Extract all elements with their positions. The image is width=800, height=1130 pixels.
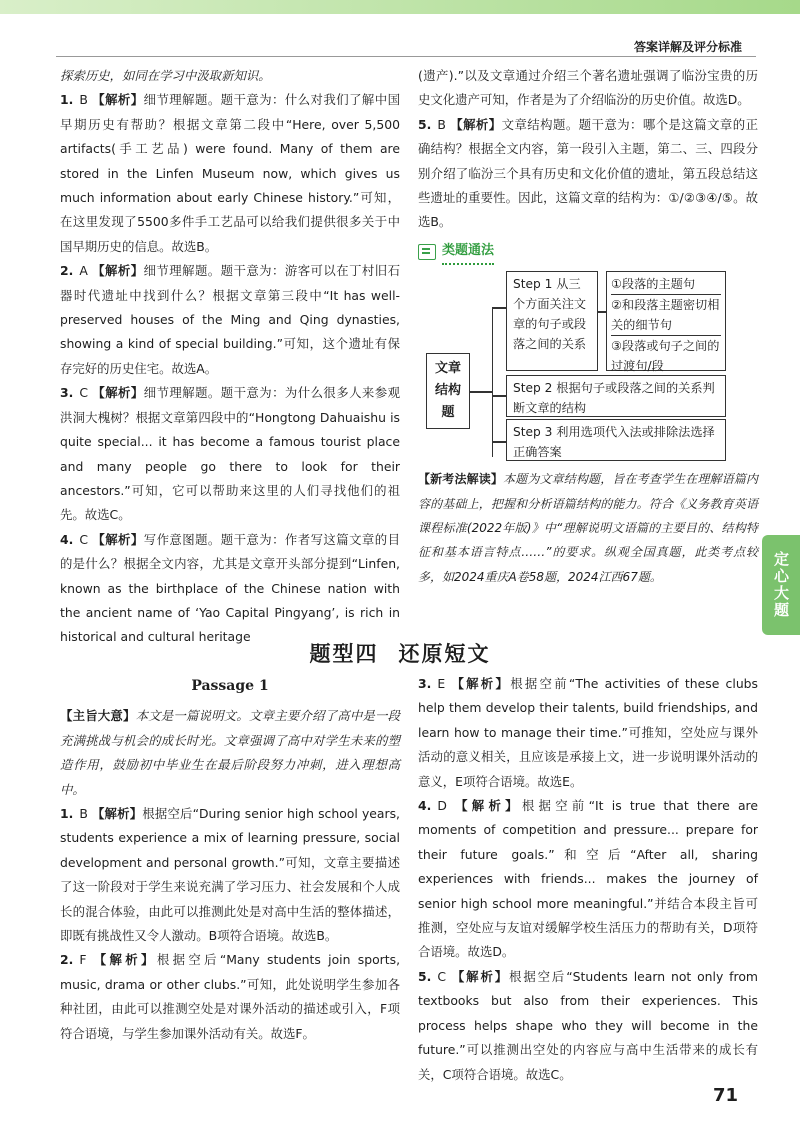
- item-letter: A: [79, 263, 88, 279]
- diagram-step-1-items: [606, 271, 726, 374]
- intro-tail: 探索历史，如同在学习中汲取新知识。: [60, 68, 271, 83]
- item-number: 3.: [60, 385, 74, 401]
- item-text: 细节理解题。题干意为：什么对我们了解中国早期历史有帮助？根据文章第二段中“Here, over 5,500 artifacts(手工艺品) were found. Many of them are stored in the Linfen Museum now, which gives us much information about early Chinese history.”可知，在这里发现了5500多件手工艺品可以给我们提供很多关于中国早期历史的信息。故选B。: [60, 92, 400, 254]
- item-number: 3.: [418, 676, 432, 691]
- diagram-connector: [492, 307, 506, 308]
- analysis-tag: 【解析】: [92, 263, 144, 279]
- answer-item-2: [60, 948, 400, 1046]
- item-text: 根据空后“Many students join sports, music, drama or other clubs.”可知，此处说明学生参加各种社团，由此可以推测空处是对课外活动的描述或引入，F项符合语境，与学生参加课外活动有关。故选F。: [60, 952, 401, 1041]
- analysis-tag: 【解析】: [451, 968, 510, 984]
- lower-left-column: [60, 672, 400, 1046]
- header-rule: [56, 56, 756, 57]
- header-title: 答案详解及评分标准: [633, 40, 742, 54]
- analysis-tag: 【解析】: [450, 116, 502, 132]
- answer-item-1: [60, 88, 400, 259]
- lower-right-column: [418, 672, 758, 1087]
- item-letter: B: [79, 806, 88, 822]
- section-title: [0, 638, 800, 668]
- section-title-b: 还原短文: [398, 642, 491, 666]
- item-letter: E: [437, 676, 446, 691]
- item-text: 根据空后“During senior high school years, students experience a mix of learning pressure, social development and personal growth.”可知，文章主要描述了这一阶段对于学生来说充满了学习压力、社会发展和个人成长的混合体验，由此可以推测此处是对高中生活的整体描述，即既有挑战性又令人激动。B项符合语境。故选B。: [60, 806, 400, 944]
- item-text: 根据空前“The activities of these clubs help them develop their talents, build friendships, and learn how to manage their time.”可推知，空处应与课外活动的意义相关，且应该是承接上文，进一步说明课外活动的意义，E项符合语境。故选E。: [418, 676, 758, 789]
- item-text: 细节理解题。题干意为：游客可以在丁村旧石器时代遗址中找到什么？根据文章第三段中“It has well-preserved houses of the Ming and Qing dynasties, showing a kind of special building.”可知，这个遗址有保存完好的历史住宅。故选A。: [60, 263, 400, 376]
- notebook-icon: [418, 244, 436, 260]
- diagram-item: ②和段落主题密切相关的细节句: [611, 294, 721, 335]
- item-number: 4.: [418, 798, 432, 814]
- analysis-tag: 【解析】: [92, 92, 144, 108]
- analysis-tag: 【解析】: [92, 531, 144, 547]
- item-letter: C: [437, 968, 446, 984]
- upper-right-column: [418, 64, 758, 589]
- item-text: 根据空后“Students learn not only from textbooks but also from their experiences. This process helps shape who they will become in the future.”可以推测出空处的内容应与高中生活带来的成长有关，C项符合语境。故选C。: [418, 968, 758, 1082]
- item-letter: B: [79, 92, 88, 108]
- analysis-tag: 【解析】: [92, 385, 144, 401]
- item-text: 写作意图题。题干意为：作者写这篇文章的目的是什么？根据全文内容，尤其是文章开头部分提到“Linfen, known as the birthplace of the Chinese nation with the ancient name of ‘Yao Capital Pingyang’, is rich in historical and cultural heritage: [60, 531, 400, 645]
- item-number: 4.: [60, 531, 74, 547]
- item-text: 根据空前“It is true that there are moments of competition and pressure... prepare for their future goals.”和空后“After all, sharing experiences with friends... makes the journey of senior high school more meaningful.”并结合本段主旨可推测，空处应与友谊对缓解学校生活压力的帮助有关，D项符合语境。故选D。: [418, 798, 758, 960]
- item-letter: D: [437, 798, 447, 814]
- exam-tag: 【新考法解读】: [418, 472, 504, 487]
- upper-left-column: [60, 64, 400, 650]
- diagram-connector: [598, 311, 606, 312]
- page-number: 71: [712, 1085, 738, 1106]
- answer-item-3: [418, 672, 758, 794]
- diagram-step-2: Step 2 根据句子或段落之间的关系判断文章的结构: [506, 375, 726, 417]
- analysis-tag: 【解析】: [93, 952, 157, 968]
- diagram-connector: [470, 391, 492, 392]
- analysis-tag: 【解析】: [451, 676, 511, 691]
- diagram-connector: [492, 441, 506, 442]
- passage-title: Passage 1: [191, 678, 269, 694]
- exam-interpretation: [418, 467, 758, 589]
- diagram-step-1: Step 1 从三个方面关注文章的句子或段落之间的关系: [506, 271, 598, 371]
- diagram-root: 文章结构题: [426, 353, 470, 429]
- item-number: 1.: [60, 92, 74, 108]
- side-tab: 定心大题: [762, 535, 800, 635]
- main-idea-text: 本文是一篇说明文。文章主要介绍了高中是一段充满挑战与机会的成长时光。文章强调了高中对学生未来的塑造作用，鼓励初中毕业生在最后阶段努力冲刺，进入理想高中。: [60, 708, 401, 797]
- item-number: 2.: [60, 263, 74, 279]
- item-text: 文章结构题。题干意为：哪个是这篇文章的正确结构？根据全文内容，第一段引入主题，第二、三、四段分别介绍了临汾三个具有历史和文化价值的遗址，第五段总结这些遗址的重要性。因此，这篇文章的结构为：①/②③④/⑤。故选B。: [418, 116, 758, 230]
- item-letter: C: [79, 531, 88, 547]
- answer-item-4: [60, 528, 400, 650]
- section-title-a: 题型四: [309, 642, 379, 666]
- diagram-item: ①段落的主题句: [611, 277, 696, 292]
- method-heading: [418, 239, 758, 265]
- item-letter: C: [79, 385, 88, 401]
- item-letter: B: [437, 116, 446, 132]
- answer-item-2: [60, 259, 400, 381]
- diagram-item: ③段落或句子之间的过渡句/段: [611, 335, 721, 376]
- diagram-connector: [492, 395, 506, 396]
- answer-item-3: [60, 381, 400, 527]
- analysis-tag: 【解析】: [455, 798, 522, 814]
- diagram-step-3: Step 3 利用选项代入法或排除法选择正确答案: [506, 419, 726, 461]
- structure-diagram: [418, 271, 758, 459]
- main-idea: [60, 704, 400, 802]
- item-text: 细节理解题。题干意为：为什么很多人来参观洪洞大槐树？根据文章第四段中的“Hongtong Dahuaishu is quite special... it has become a famous tourist place and many people go there to look for their ancestors.”可知，它可以帮助来这里的人们寻找他们的祖先。故选C。: [60, 385, 400, 523]
- answer-item-4-continued: (遗产).”以及文章通过介绍三个著名遗址强调了临汾宝贵的历史文化遗产可知，作者是为了介绍临汾的历史价值。故选D。: [418, 68, 758, 108]
- answer-item-5: [418, 113, 758, 235]
- answer-item-5: [418, 965, 758, 1087]
- main-idea-tag: 【主旨大意】: [60, 708, 136, 724]
- top-color-band: [0, 0, 800, 14]
- item-letter: F: [79, 952, 87, 968]
- analysis-tag: 【解析】: [91, 806, 143, 822]
- exam-text: 本题为文章结构题，旨在考查学生在理解语篇内容的基础上，把握和分析语篇结构的能力。符合《义务教育英语课程标准(2022年版)》中“理解说明文语篇的主要目的、结构特征和基本语言特点……”的要求。纵观全国真题，此类考点较多，如2024重庆A卷58题，2024江西67题。: [418, 472, 758, 584]
- item-number: 1.: [60, 806, 74, 822]
- answer-item-1: [60, 802, 400, 948]
- method-label: 类题通法: [442, 239, 494, 265]
- diagram-connector: [492, 307, 493, 457]
- answer-item-4: [418, 794, 758, 965]
- item-number: 2.: [60, 952, 74, 968]
- item-number: 5.: [418, 116, 432, 132]
- item-number: 5.: [418, 968, 432, 984]
